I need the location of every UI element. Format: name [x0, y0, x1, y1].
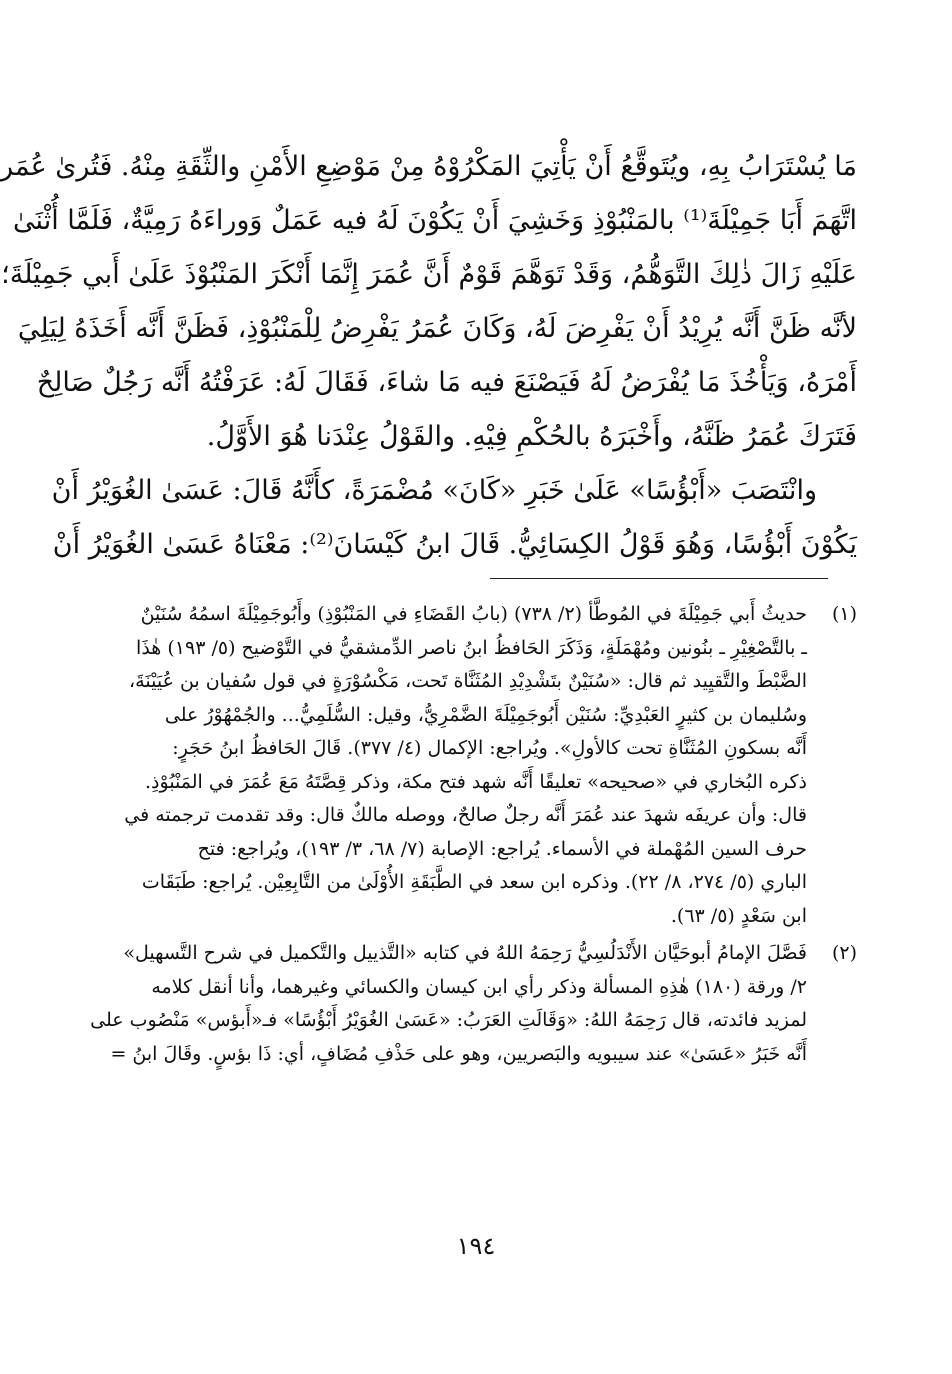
- main-line: مَا يُسْتَرَابُ بِهِ، ويُتَوقَّعُ أَنْ يَأْتِيَ المَكْرُوْهُ مِنْ مَوْضِعِ الأَمْنِ والثِّقَةِ مِنْهُ. فَتُرىٰ عُمَر: [0, 151, 857, 182]
- main-line: يَكُوْنَ أَبْؤُسًا، وَهُوَ قَوْلُ الكِسَائِيُّ. قَالَ ابنُ كَيْسَانَ⁽²⁾: مَعْنَاهُ عَسَىٰ الغُوَيْرُ أَنْ: [52, 529, 857, 560]
- footnote-line: أَنَّه بسكونِ المُثَنَّاةِ تحت كالأولِ». ويُراجع: الإكمال (٤/ ٣٧٧). قَالَ الحَافظُ ابنُ حَجَرٍ:: [172, 737, 807, 759]
- footnotes: [90, 598, 857, 1075]
- main-line: فَتَرَكَ عُمَرُ ظَنَّهُ، وأَخْبَرَهُ بالحُكْمِ فِيْهِ. والقَوْلُ عِنْدَنا هُوَ الأَوَّلُ.: [206, 421, 857, 452]
- footnote-number: (٢): [831, 942, 857, 964]
- main-line: اتَّهَمَ أَبَا جَمِيْلَةَ⁽¹⁾ بالمَنْبُوْذِ وَخَشِيَ أَنْ يَكُوْنَ لَهُ فيه عَمَلٌ وَوراءَهُ رَمِيَّةٌ، فَلَمَّا أُثْنَىٰ: [13, 205, 857, 236]
- main-line: عَلَيْهِ زَالَ ذٰلِكَ التَّوَهُّمُ، وَقَدْ تَوَهَّمَ قَوْمٌ أَنَّ عُمَرَ إِنَّمَا أَنْكَرَ المَنْبُوْذَ عَلَىٰ أَبي جَمِيْلَةَ؛: [1, 259, 857, 290]
- footnote-body: [105, 598, 807, 933]
- footnote-line: ابن سَعْدٍ (٥/ ٦٣).: [670, 904, 807, 927]
- main-line: أَمْرَهُ، وَيَأْخُذَ مَا يُفْرَضُ لَهُ فَيَصْنَعَ فيه مَا شاءَ، فَقَالَ لَهُ: عَرَفْتُهُ أَنَّه رَجُلٌ صَالِحٌ: [36, 367, 857, 398]
- main-line: وانْتَصَبَ «أَبْؤُسًا» عَلَىٰ خَبَرِ «كَانَ» مُضْمَرَةً، كأَنَّهُ قَالَ: عَسَىٰ الغُوَيْرُ أَنْ: [51, 475, 817, 506]
- footnote-line: قال: وأن عريفَه شهدَ عند عُمَرَ أَنَّه رجلٌ صالحٌ، ووصله مالكٌ قال: وقد تقدمت ترجمته في: [124, 804, 807, 826]
- footnote-separator: [490, 578, 828, 579]
- footnote-line: فَصَّلَ الإمامُ أبوحَيَّان الأَنْدَلُسِيُّ رَحِمَهُ اللهُ في كتابه «التَّذييل والتَّكميل في شرح التَّسهيل»: [123, 942, 807, 964]
- footnote-body: [90, 937, 807, 1071]
- footnote-line: حرف السين المُهْملة في الأسماء. يُراجع: الإصابة (٧/ ٦٨، ٣/ ١٩٣)، ويُراجع: فتح: [197, 837, 807, 860]
- footnote-line: ـ بالتَّصْغِيْرِ ـ بنُونين ومُهْمَلَةٍ، وَذَكَرَ الحَافظُ ابنُ ناصر الدِّمشقيُّ في التَّوْضيح (٥/ ١٩٣) هٰذَا: [136, 636, 807, 659]
- footnote-line: أَنَّه خَبَرُ «عَسَىٰ» عند سيبويه والبَصريين، وهو على حَذْفِ مُضَافٍ، أي: ذَا بؤسٍ. وقَالَ ابنُ =: [110, 1042, 807, 1065]
- main-text: [0, 140, 857, 572]
- page-number: ١٩٤: [456, 1232, 496, 1260]
- footnote-line: ٢/ ورقة (١٨٠) هٰذِهِ المسألة وذكر رأي ابن كيسان والكسائي وغيرهما، وأنا أنقل كلامه: [151, 975, 807, 998]
- main-line: لأنَّه ظَنَّ أَنَّه يُرِيْدُ أَنْ يَفْرِضَ لَهُ، وَكَانَ عُمَرُ يَفْرِضُ لِلْمَنْبُوْذِ، فَظَنَّ أَنَّه أَخَذَهُ لِيَلِيَ: [17, 313, 857, 344]
- footnote-line: الضَّبْطَ والتَّقيِيد ثم قال: «سُنَيْنٌ بتَشْدِيْدِ المُثَنَّاة تَحت، مَكْسُوْرَةٍ في قول سُفيان بن عُيَيْنَةَ،: [129, 670, 807, 692]
- footnote-2: [90, 937, 857, 1071]
- footnote-number: (١): [831, 603, 857, 625]
- footnote-line: لمزيد فائدته، قال رَحِمَهُ اللهُ: «وَقَالَتِ العَرَبُ: «عَسَىٰ الغُوَيْرُ أَبْؤُسًا» فـ«أَبؤس» مَنْصُوب على: [90, 1009, 807, 1031]
- footnote-line: وسُليمان بن كثيرٍ العَبْدِيِّ: سُنَيْن أَبُوجَمِيْلَةَ الضَّمْرِيُّ، وقيل: السُّلَمِيُّ... والجُمْهُوْرُ على: [164, 703, 807, 726]
- footnote-line: ذكره البُخاري في «صحيحه» تعليقًا أَنَّه شهد فتح مكة، وذكر قِصَّتَهُ مَعَ عُمَرَ في المَنْبُوْذِ.: [145, 770, 807, 793]
- footnote-1: [105, 598, 857, 933]
- footnote-line: حديثُ أَبي جَمِيْلَةَ في المُوطَّأ (٢/ ٧٣٨) (بابُ القَضَاءِ في المَنْبُوْذِ) وأَبُوجَمِيْلَةَ اسمُهُ سُنَيْنٌ: [140, 603, 807, 625]
- footnote-line: الباري (٥/ ٢٧٤، ٨/ ٢٢). وذكره ابن سعد في الطَّبَقَةِ الأُوْلَىٰ من التَّابِعِيْن. يُراجع: طَبَقَات: [141, 871, 807, 893]
